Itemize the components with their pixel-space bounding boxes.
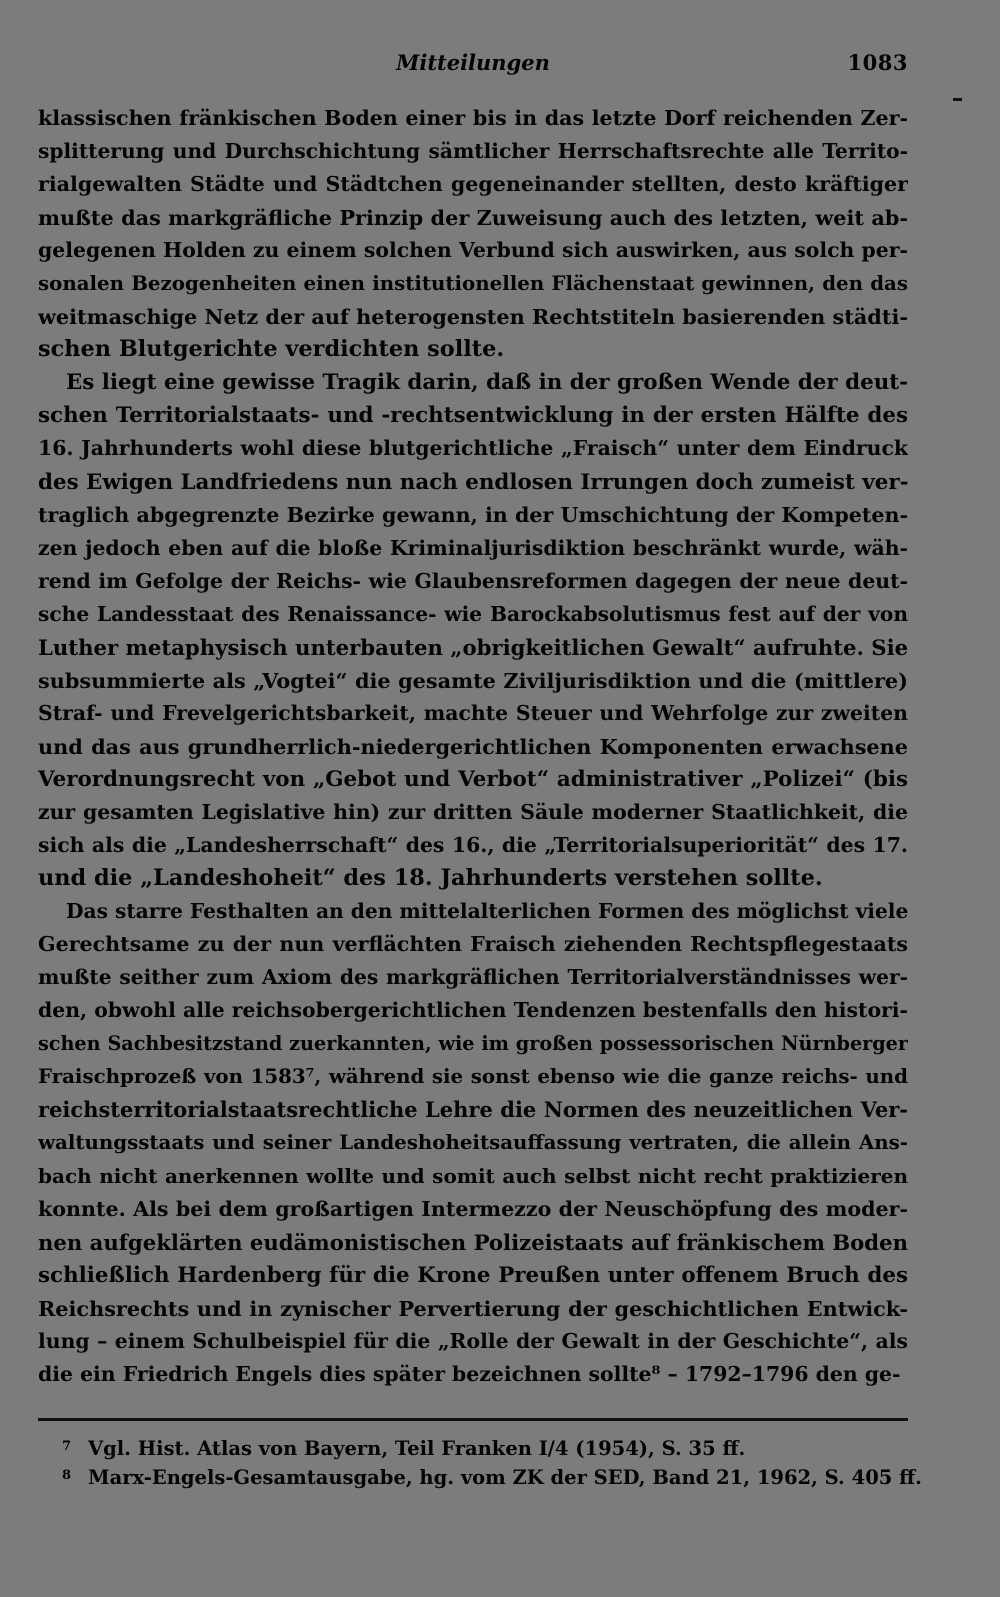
text-line: Reichsrechts und in zynischer Pervertierung der geschichtlichen Entwick- (38, 1295, 908, 1321)
text-line: nen aufgeklärten eudämonistischen Polizeistaats auf fränkischem Boden (38, 1229, 908, 1255)
text-line: Das starre Festhalten an den mittelalterlichen Formen des möglichst viele (66, 899, 908, 924)
text-line: Es liegt eine gewisse Tragik darin, daß in der großen Wende der deut- (66, 370, 908, 396)
text-line: konnte. Als bei dem großartigen Intermezzo der Neuschöpfung des moder- (38, 1196, 908, 1221)
page-number: 1083 (847, 50, 908, 75)
footnote-mark: 7 (62, 1439, 72, 1454)
text-line: sche Landesstaat des Renaissance- wie Barockabsolutismus fest auf der von (38, 601, 908, 626)
text-line: sonalen Bezogenheiten einen institutionellen Flächenstaat gewinnen, den das (38, 271, 908, 296)
footnote-text: Vgl. Hist. Atlas von Bayern, Teil Franken I/4 (1954), S. 35 ff. (88, 1437, 746, 1460)
text-line: lung – einem Schulbeispiel für die „Rolle der Gewalt in der Geschichte“, als (38, 1328, 908, 1353)
paragraph (38, 895, 908, 1391)
text-line: schen Territorialstaats- und -rechtsentwicklung in der ersten Hälfte des (38, 403, 908, 429)
text-line: bach nicht anerkennen wollte und somit auch selbst nicht recht praktizieren (38, 1163, 908, 1188)
text-line: Luther metaphysisch unterbauten „obrigkeitlichen Gewalt“ aufruhte. Sie (38, 634, 908, 660)
footnote (62, 1432, 922, 1461)
text-line: des Ewigen Landfriedens nun nach endlosen Irrungen doch zumeist ver- (38, 469, 908, 495)
text-line: rend im Gefolge der Reichs- wie Glaubensreformen dagegen der neue deut- (38, 568, 908, 593)
text-line: Verordnungsrecht von „Gebot und Verbot“ administrativer „Polizei“ (bis (38, 766, 908, 792)
body-text (38, 102, 908, 1391)
text-line: weitmaschige Netz der auf heterogensten Rechtstiteln basierenden städti- (38, 304, 908, 330)
text-line: reichsterritorialstaatsrechtliche Lehre die Normen des neuzeitlichen Ver- (38, 1097, 908, 1123)
text-line: und das aus grundherrlich-niedergerichtlichen Komponenten erwachsene (38, 733, 908, 759)
text-line: mußte seither zum Axiom des markgräflichen Territorialverständnisses wer- (38, 965, 908, 990)
text-line: Gerechtsame zu der nun verflächten Fraisch ziehenden Rechtspflegestaats (38, 932, 908, 957)
paragraph (38, 366, 908, 895)
footnote (62, 1461, 922, 1490)
text-line: zen jedoch eben auf die bloße Kriminaljurisdiktion beschränkt wurde, wäh- (38, 535, 908, 560)
text-line: die ein Friedrich Engels dies später bezeichnen sollte⁸ – 1792–1796 den ge- (38, 1361, 901, 1386)
margin-mark (953, 98, 962, 101)
text-line: waltungsstaats und seiner Landeshoheitsauffassung vertraten, die allein Ans- (38, 1130, 908, 1155)
running-title: Mitteilungen (396, 50, 550, 75)
text-line: klassischen fränkischen Boden einer bis in das letzte Dorf reichenden Zer- (38, 106, 908, 130)
footnote-mark: 8 (62, 1468, 72, 1483)
running-head (38, 50, 908, 80)
footnote-text: Marx-Engels-Gesamtausgabe, hg. vom ZK der SED, Band 21, 1962, S. 405 ff. (88, 1466, 922, 1489)
text-line: Straf- und Frevelgerichtsbarkeit, machte Steuer und Wehrfolge zur zweiten (38, 700, 908, 725)
text-line: und die „Landeshoheit“ des 18. Jahrhunderts verstehen sollte. (38, 865, 823, 892)
text-line: traglich abgegrenzte Bezirke gewann, in der Umschichtung der Kompeten- (38, 502, 908, 527)
text-line: splitterung und Durchschichtung sämtlicher Herrschaftsrechte alle Territo- (38, 139, 908, 164)
text-line: schen Blutgerichte verdichten sollte. (38, 336, 505, 363)
text-line: mußte das markgräfliche Prinzip der Zuweisung auch des letzten, weit ab- (38, 205, 908, 231)
text-line: den, obwohl alle reichsobergerichtlichen Tendenzen bestenfalls den histori- (38, 998, 908, 1023)
text-line: schließlich Hardenberg für die Krone Preußen unter offenem Bruch des (38, 1262, 908, 1288)
text-line: Fraischprozeß von 1583⁷, während sie sonst ebenso wie die ganze reichs- und (38, 1064, 908, 1089)
text-line: zur gesamten Legislative hin) zur dritten Säule moderner Staatlichkeit, die (38, 799, 908, 824)
footnote-rule (38, 1418, 908, 1421)
text-line: schen Sachbesitzstand zuerkannten, wie im großen possessorischen Nürnberger (38, 1032, 908, 1056)
text-line: subsummierte als „Vogtei“ die gesamte Ziviljurisdiktion und die (mittlere) (38, 667, 908, 693)
text-line: gelegenen Holden zu einem solchen Verbund sich auswirken, aus solch per- (38, 238, 908, 263)
footnotes (62, 1432, 922, 1490)
text-line: sich als die „Landesherrschaft“ des 16., die „Territorialsuperiorität“ des 17. (38, 833, 908, 858)
text-line: rialgewalten Städte und Städtchen gegeneinander stellten, desto kräftiger (38, 172, 908, 197)
text-line: 16. Jahrhunderts wohl diese blutgerichtliche „Fraisch“ unter dem Eindruck (38, 436, 908, 461)
paragraph (38, 102, 908, 366)
